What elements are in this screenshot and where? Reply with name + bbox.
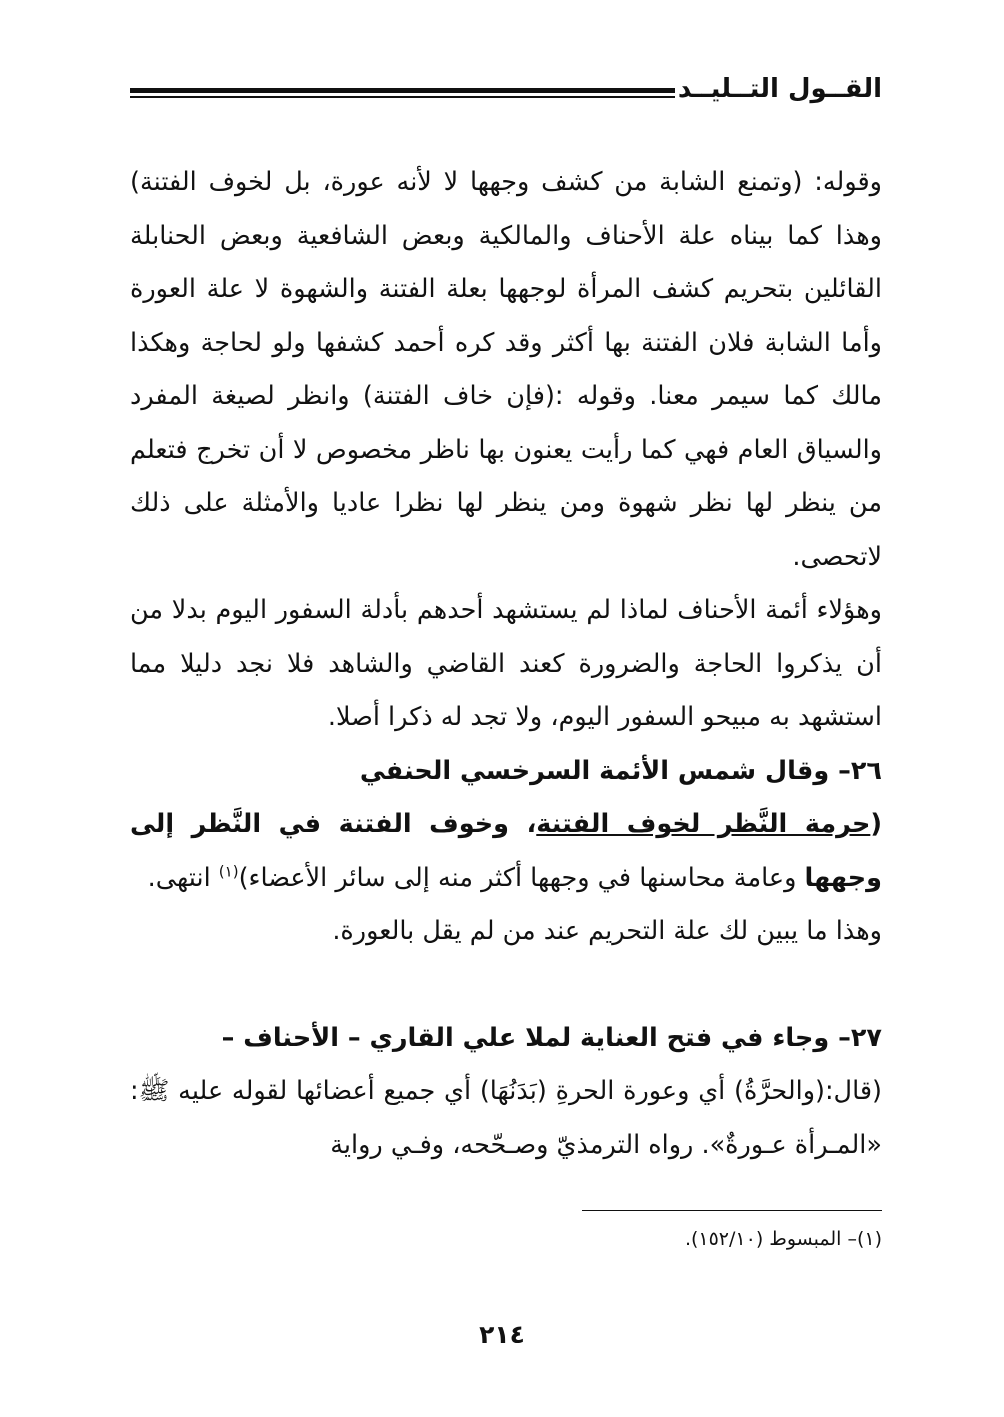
main-text — [130, 156, 882, 1172]
paragraph-2: وهؤلاء أئمة الأحناف لماذا لم يستشهد أحدهم بأدلة السفور اليوم بدلا من أن يذكروا الحاجة والضرورة كعند القاضي والشاهد فلا نجد دليلا مما استشهد به مبيحو السفور اليوم، ولا تجد له ذكرا أصلا. — [130, 595, 882, 732]
page-header — [130, 68, 882, 108]
section-gap — [130, 959, 882, 1012]
footnote-divider — [582, 1210, 882, 1211]
quote-26-underlined: حرمة النَّظر لخوف الفتنة — [536, 809, 871, 839]
quote-26-normal: وعامة محاسنها في وجهها أكثر منه إلى سائر الأعضاء) — [238, 862, 805, 893]
quote-26 — [130, 798, 882, 905]
header-rule-thin — [130, 96, 675, 98]
heading-26: ٢٦– وقال شمس الأئمة السرخسي الحنفي — [359, 755, 882, 786]
paragraph-4: (قال:(والحرَّةُ) أي وعورة الحرةِ (بَدَنُهَا) أي جميع أعضائها لقوله عليه ﷺ: «المـرأة عـورةٌ». رواه الترمذيّ وصـحّحه، وفـي رواية — [130, 1076, 882, 1160]
footnote: (١)– المبسوط (١٥٢/١٠). — [684, 1228, 882, 1250]
paragraph-3: وهذا ما يبين لك علة التحريم عند من لم يقل بالعورة. — [332, 916, 882, 946]
quote-26-bold: ، وخوف الفتنة في النَّظر إلى وجهها — [130, 809, 882, 893]
heading-27: ٢٧– وجاء في فتح العناية لملا علي القاري – الأحناف – — [221, 1022, 882, 1053]
header-rule-thick — [130, 88, 675, 93]
paragraph-1: وقوله: (وتمنع الشابة من كشف وجهها لا لأنه عورة، بل لخوف الفتنة) وهذا كما بيناه علة الأحناف والمالكية وبعض الشافعية وبعض الحنابلة القائلين بتحريم كشف المرأة لوجهها بعلة الفتنة والشهوة لا علة العورة وأما الشابة فلان الفتنة بها أكثر وقد كره أحمد كشفها ولو لحاجة وهكذا مالك كما سيمر معنا. وقوله :(فإن خاف الفتنة) وانظر لصيغة المفرد والسياق العام فهي كما رأيت يعنون بها ناظر مخصوص لا أن تخرج فتعلم من ينظر لها نظر شهوة ومن ينظر لها نظرا عاديا والأمثلة على ذلك لاتحصى. — [130, 167, 882, 572]
book-title: القــول التــليــد — [677, 74, 882, 104]
page-number: ٢١٤ — [479, 1320, 525, 1349]
footnote-ref: (١) — [218, 862, 239, 880]
quote-26-open: ( — [870, 809, 882, 839]
quote-26-end: انتهى. — [147, 862, 219, 893]
